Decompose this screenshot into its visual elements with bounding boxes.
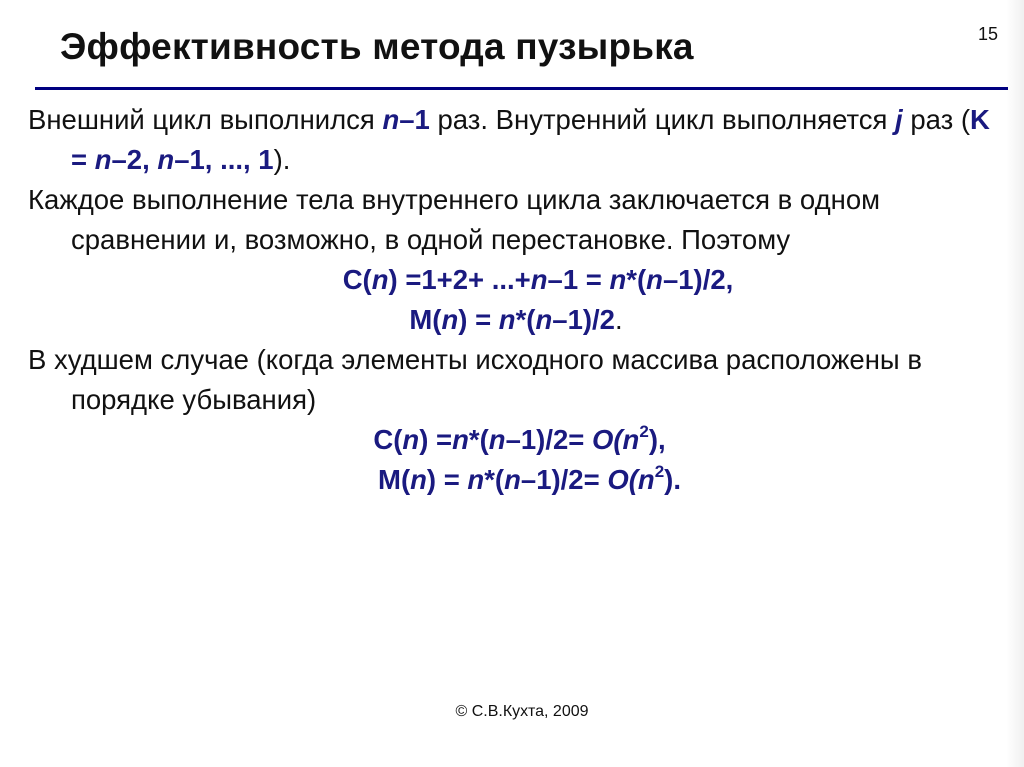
page-number: 15: [977, 24, 998, 44]
footer-copyright: © С.В.Кухта, 2009: [455, 703, 589, 720]
slide-title: Эффективность метода пузырька: [60, 26, 694, 67]
text: –1, ..., 1: [174, 144, 274, 175]
var-n: n: [157, 144, 175, 175]
paragraph-worst-case: В худшем случае (когда элементы исходного массива расположены в порядке убывания): [28, 344, 922, 415]
formula-worst-comparisons: $C(n) =n*(n-1)/2= O(n^2)$,: [373, 421, 666, 455]
formula-worst-moves: $M(n) = n*(n-1)/2= O(n^2)$.: [378, 461, 681, 495]
formula-moves: M(n) = n*(n–1)/2.: [409, 304, 623, 335]
formula-comparisons: C(n) =1+2+ ...+n–1 = n*(n–1)/2,: [342, 264, 734, 295]
text: раз. Внутренний цикл выполняется: [429, 104, 896, 135]
title-underline: [35, 87, 1008, 90]
text: раз (: [902, 104, 971, 135]
text: =: [71, 144, 95, 175]
var-n: n: [94, 144, 112, 175]
text: ).: [273, 144, 291, 175]
slide-edge-shadow: [1006, 0, 1024, 767]
var-n: n: [382, 104, 400, 135]
paragraph-inner-body: Каждое выполнение тела внутреннего цикла заключается в одном сравнении и, возможно, в одной перестановке. Поэтому: [28, 184, 881, 255]
var-j: j: [895, 104, 903, 135]
paragraph-outer-loop: [28, 100, 1003, 180]
var-k: K: [970, 104, 990, 135]
text: –2,: [111, 144, 158, 175]
text: Внешний цикл выполнился: [28, 104, 383, 135]
text: –1: [399, 104, 430, 135]
slide-body: [28, 100, 1003, 500]
